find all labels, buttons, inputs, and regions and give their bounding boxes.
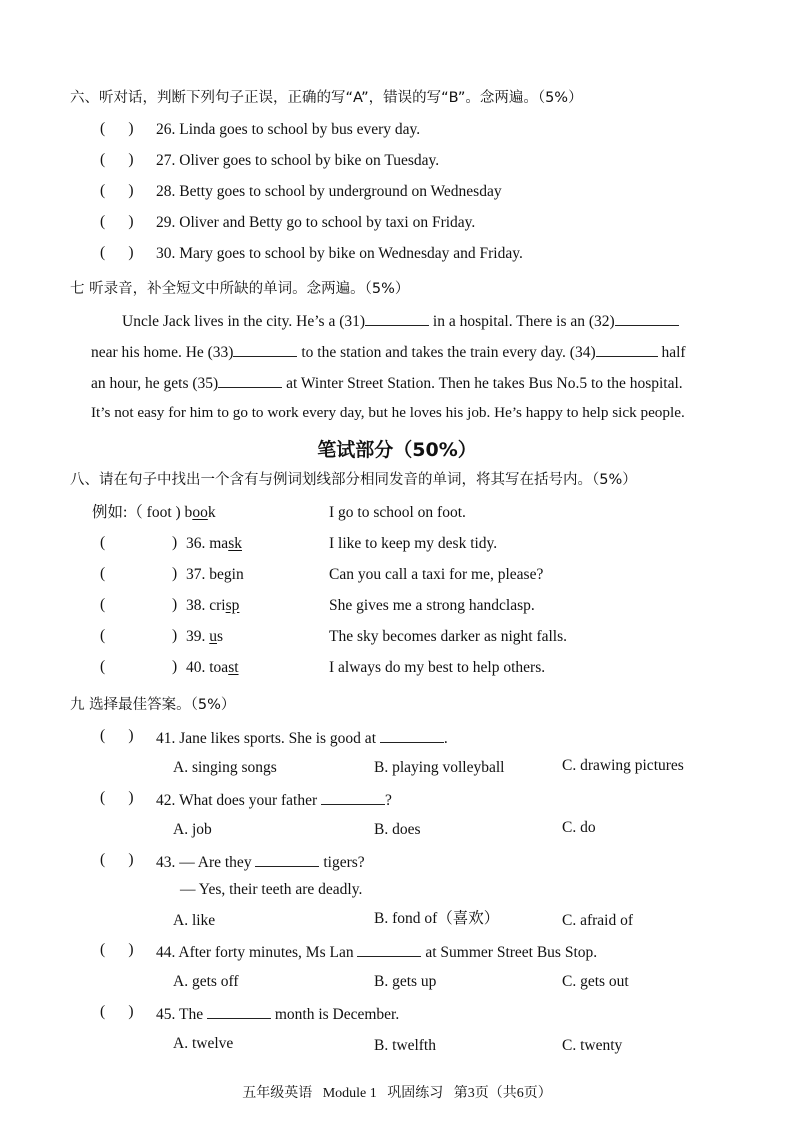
option-c[interactable]: C. afraid of bbox=[562, 912, 634, 929]
example-word bbox=[92, 503, 216, 523]
question-stem-end: tigers? bbox=[323, 854, 365, 871]
word-text: 39. bbox=[186, 628, 210, 645]
item-word bbox=[186, 627, 223, 647]
passage-text: an hour, he gets (35) bbox=[91, 375, 219, 392]
question-stem: 45. The bbox=[156, 1006, 204, 1023]
answer-bracket[interactable]: ( ) bbox=[100, 851, 134, 868]
question-stem: 44. After forty minutes, Ms Lan bbox=[156, 944, 354, 961]
passage-text: half bbox=[661, 344, 686, 361]
blank-32[interactable] bbox=[615, 310, 679, 326]
underlined-letters: sp bbox=[225, 597, 240, 614]
answer-bracket-open[interactable]: ( bbox=[100, 658, 106, 675]
option-a[interactable]: A. twelve bbox=[173, 1035, 234, 1052]
answer-bracket-close[interactable]: ) bbox=[172, 596, 178, 613]
passage-text: in a hospital. There is an (32) bbox=[432, 313, 615, 330]
option-b[interactable]: B. fond of（喜欢） bbox=[374, 910, 500, 927]
passage-text: at Winter Street Station. Then he takes Bus No.5 to the hospital. bbox=[286, 375, 683, 392]
answer-bracket[interactable]: ( ) bbox=[100, 244, 134, 261]
option-c[interactable]: C. do bbox=[562, 819, 596, 836]
word-rest: s bbox=[217, 628, 224, 645]
question-text bbox=[156, 851, 365, 873]
item-word bbox=[186, 565, 244, 585]
question-text bbox=[156, 941, 597, 963]
option-c[interactable]: C. gets out bbox=[562, 973, 629, 990]
word-text: 37. be bbox=[186, 566, 224, 583]
passage-text: near his home. He (33) bbox=[91, 344, 234, 361]
page-footer: 五年级英语 Module 1 巩固练习 第3页（共6页） bbox=[242, 1086, 552, 1101]
question-stem: 41. Jane likes sports. She is good at bbox=[156, 730, 376, 747]
passage-line bbox=[91, 341, 686, 363]
option-b[interactable]: B. twelfth bbox=[374, 1037, 436, 1054]
option-a[interactable]: A. like bbox=[173, 912, 216, 929]
example-prefix: 例如:（ foot ) b bbox=[92, 504, 193, 521]
question-stem-end: ? bbox=[385, 792, 392, 809]
underlined-letters: g bbox=[223, 566, 232, 583]
answer-bracket[interactable]: ( ) bbox=[100, 789, 134, 806]
blank-34[interactable] bbox=[596, 341, 658, 357]
option-b[interactable]: B. does bbox=[374, 821, 421, 838]
statement-text: 26. Linda goes to school by bus every day. bbox=[156, 121, 421, 138]
item-word bbox=[186, 658, 239, 678]
answer-bracket-open[interactable]: ( bbox=[100, 627, 106, 644]
option-b[interactable]: B. gets up bbox=[374, 973, 437, 990]
word-text: 40. toa bbox=[186, 659, 229, 676]
written-part-title: 笔试部分（50%） bbox=[317, 439, 477, 461]
answer-bracket[interactable]: ( ) bbox=[100, 120, 134, 137]
blank-44[interactable] bbox=[357, 941, 421, 957]
question-stem: 43. — Are they bbox=[156, 854, 252, 871]
example-underlined: oo bbox=[192, 504, 208, 521]
blank-31[interactable] bbox=[365, 310, 429, 326]
item-word bbox=[186, 596, 239, 616]
answer-bracket-open[interactable]: ( bbox=[100, 596, 106, 613]
question-text bbox=[156, 789, 392, 811]
answer-bracket-open[interactable]: ( bbox=[100, 565, 106, 582]
underlined-letters: sk bbox=[228, 535, 242, 552]
answer-bracket[interactable]: ( ) bbox=[100, 151, 134, 168]
passage-text: to the station and takes the train every day. (34) bbox=[301, 344, 596, 361]
blank-41[interactable] bbox=[380, 727, 444, 743]
option-a[interactable]: A. singing songs bbox=[173, 759, 277, 776]
item-sentence: The sky becomes darker as night falls. bbox=[329, 628, 568, 645]
option-c[interactable]: C. twenty bbox=[562, 1037, 623, 1054]
example-sentence: I go to school on foot. bbox=[329, 504, 466, 521]
blank-43[interactable] bbox=[255, 851, 319, 867]
question-reply: — Yes, their teeth are deadly. bbox=[180, 881, 363, 898]
option-b[interactable]: B. playing volleyball bbox=[374, 759, 505, 776]
section7-heading: 七 听录音，补全短文中所缺的单词。念两遍。（5%） bbox=[70, 281, 410, 297]
answer-bracket[interactable]: ( ) bbox=[100, 1003, 134, 1020]
item-sentence: Can you call a taxi for me, please? bbox=[329, 566, 544, 583]
word-text: 38. cri bbox=[186, 597, 226, 614]
question-stem-end: at Summer Street Bus Stop. bbox=[425, 944, 598, 961]
answer-bracket[interactable]: ( ) bbox=[100, 213, 134, 230]
item-sentence: I like to keep my desk tidy. bbox=[329, 535, 498, 552]
blank-45[interactable] bbox=[207, 1003, 271, 1019]
answer-bracket-close[interactable]: ) bbox=[172, 658, 178, 675]
question-stem-end: month is December. bbox=[274, 1006, 400, 1023]
question-stem-end: . bbox=[443, 730, 448, 747]
option-a[interactable]: A. job bbox=[173, 821, 212, 838]
item-word bbox=[186, 534, 242, 554]
passage-line: It’s not easy for him to go to work every day, but he loves his job. He’s happy to help sick people. bbox=[91, 404, 685, 421]
section9-heading: 九 选择最佳答案。（5%） bbox=[70, 697, 236, 713]
passage-line bbox=[122, 310, 679, 332]
question-text bbox=[156, 727, 448, 749]
question-stem: 42. What does your father bbox=[156, 792, 318, 809]
word-rest: in bbox=[231, 566, 244, 583]
blank-42[interactable] bbox=[321, 789, 385, 805]
question-text bbox=[156, 1003, 399, 1025]
answer-bracket-close[interactable]: ) bbox=[172, 565, 178, 582]
underlined-letters: u bbox=[209, 628, 217, 645]
example-suffix: k bbox=[207, 504, 216, 521]
passage-line bbox=[91, 372, 683, 394]
section6-heading: 六、听对话，判断下列句子正误，正确的写“A”，错误的写“B”。念两遍。（5%） bbox=[70, 90, 583, 106]
answer-bracket-open[interactable]: ( bbox=[100, 534, 106, 551]
blank-35[interactable] bbox=[218, 372, 282, 388]
statement-text: 27. Oliver goes to school by bike on Tuesday. bbox=[156, 152, 440, 169]
item-sentence: She gives me a strong handclasp. bbox=[329, 597, 535, 614]
answer-bracket[interactable]: ( ) bbox=[100, 941, 134, 958]
word-text: 36. ma bbox=[186, 535, 229, 552]
answer-bracket-close[interactable]: ) bbox=[172, 534, 178, 551]
answer-bracket-close[interactable]: ) bbox=[172, 627, 178, 644]
option-c[interactable]: C. drawing pictures bbox=[562, 757, 684, 774]
statement-text: 30. Mary goes to school by bike on Wednesday and Friday. bbox=[156, 245, 523, 262]
answer-bracket[interactable]: ( ) bbox=[100, 727, 134, 744]
statement-text: 28. Betty goes to school by underground on Wednesday bbox=[156, 183, 502, 200]
option-a[interactable]: A. gets off bbox=[173, 973, 239, 990]
item-sentence: I always do my best to help others. bbox=[329, 659, 546, 676]
passage-text: Uncle Jack lives in the city. He’s a (31) bbox=[122, 313, 366, 330]
blank-33[interactable] bbox=[233, 341, 297, 357]
section8-heading: 八、请在句子中找出一个含有与例词划线部分相同发音的单词，将其写在括号内。（5%） bbox=[70, 472, 637, 488]
underlined-letters: st bbox=[228, 659, 239, 676]
answer-bracket[interactable]: ( ) bbox=[100, 182, 134, 199]
statement-text: 29. Oliver and Betty go to school by taxi on Friday. bbox=[156, 214, 476, 231]
